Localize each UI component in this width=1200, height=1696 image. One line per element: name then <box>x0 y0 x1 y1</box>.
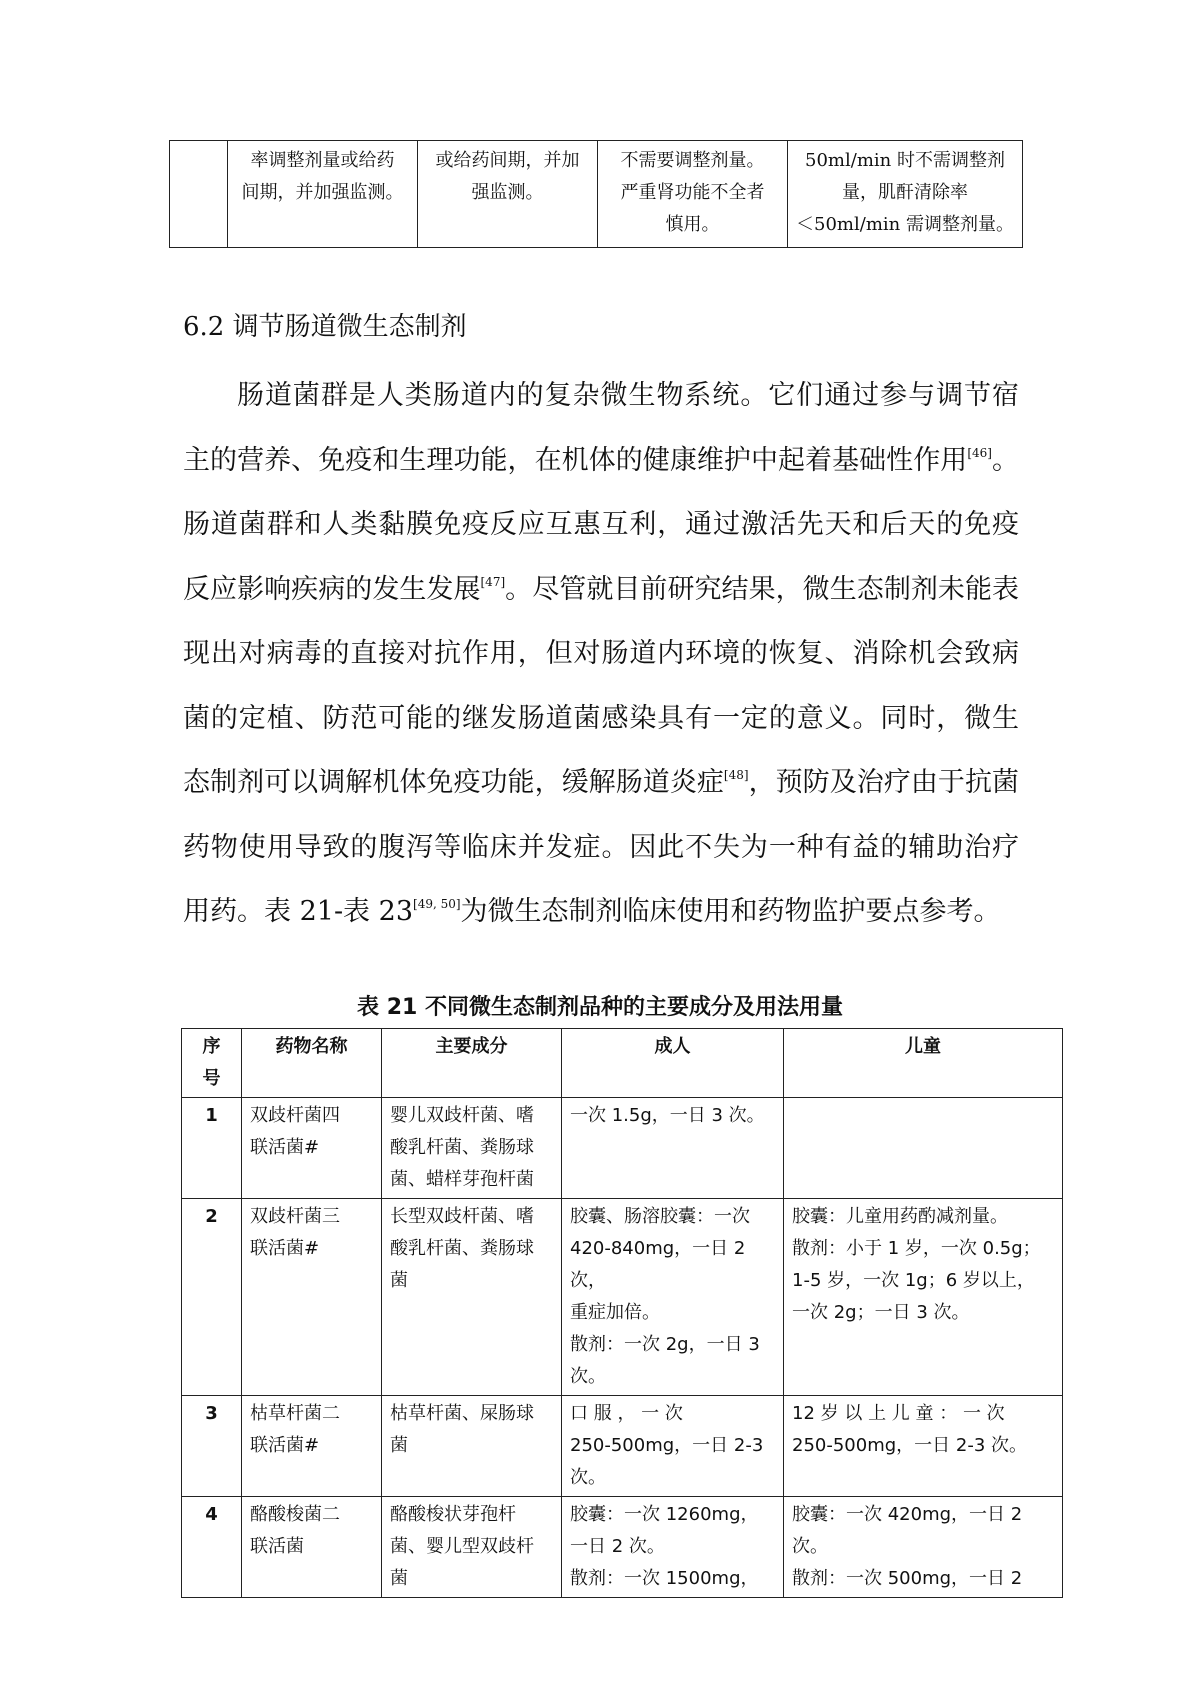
body-paragraph: 肠道菌群是人类肠道内的复杂微生物系统。它们通过参与调节宿主的营养、免疫和生理功能，在机体的健康维护中起着基础性作用[46]。肠道菌群和人类黏膜免疫反应互惠互利，通过激活先天和后天的免疫反应影响疾病的发生发展[47]。尽管就目前研究结果，微生态制剂未能表现出对病毒的直接对抗作用，但对肠道内环境的恢复、消除机会致病菌的定植、防范可能的继发肠道菌感染具有一定的意义。同时，微生态制剂可以调解机体免疫功能，缓解肠道炎症[48]，预防及治疗由于抗菌药物使用导致的腹泻等临床并发症。因此不失为一种有益的辅助治疗用药。表 21-表 23[49, 50]为微生态制剂临床使用和药物监护要点参考。 <box>183 380 1020 927</box>
ingredients: 婴儿双歧杆菌、嗜 酸乳杆菌、粪肠球 菌、蜡样芽孢杆菌 <box>382 1098 562 1199</box>
drug-name: 双歧杆菌四 联活菌# <box>242 1098 382 1199</box>
table-cell: 50ml/min 时不需调整剂 量，肌酐清除率 ＜50ml/min 需调整剂量。 <box>788 141 1023 248</box>
adult-dosage: 口 服 ， 一 次 250-500mg，一日 2-3 次。 <box>562 1396 784 1497</box>
adult-dosage: 胶囊：一次 1260mg， 一日 2 次。 散剂：一次 1500mg， <box>562 1497 784 1598</box>
adult-dosage: 一次 1.5g，一日 3 次。 <box>562 1098 784 1199</box>
table-row <box>182 1098 1063 1199</box>
header-idx: 序 号 <box>182 1029 242 1098</box>
header-child: 儿童 <box>784 1029 1063 1098</box>
header-ingredients: 主要成分 <box>382 1029 562 1098</box>
citation: [48] <box>723 768 749 782</box>
header-adult: 成人 <box>562 1029 784 1098</box>
citation: [49, 50] <box>413 897 461 911</box>
drug-name: 枯草杆菌二 联活菌# <box>242 1396 382 1497</box>
row-index: 4 <box>182 1497 242 1598</box>
table-row <box>182 1396 1063 1497</box>
row-index: 1 <box>182 1098 242 1199</box>
table-cell: 不需要调整剂量。 严重肾功能不全者 慎用。 <box>598 141 788 248</box>
table-cell: 率调整剂量或给药 间期，并加强监测。 <box>228 141 418 248</box>
continued-table <box>169 140 1023 248</box>
child-dosage <box>784 1098 1063 1199</box>
section-heading: 6.2 调节肠道微生态制剂 <box>183 312 467 342</box>
table-cell <box>170 141 228 248</box>
table-row <box>170 141 1023 248</box>
drug-name: 双歧杆菌三 联活菌# <box>242 1199 382 1396</box>
table-row <box>182 1199 1063 1396</box>
row-index: 2 <box>182 1199 242 1396</box>
drug-name: 酪酸梭菌二 联活菌 <box>242 1497 382 1598</box>
citation: [47] <box>480 574 506 589</box>
adult-dosage: 胶囊、肠溶胶囊：一次 420-840mg，一日 2 次， 重症加倍。 散剂：一次 2g，一日 3 次。 <box>562 1199 784 1396</box>
table-cell: 或给药间期，并加 强监测。 <box>418 141 598 248</box>
ingredients: 长型双歧杆菌、嗜 酸乳杆菌、粪肠球 菌 <box>382 1199 562 1396</box>
table-caption: 表 21 不同微生态制剂品种的主要成分及用法用量 <box>357 995 843 1020</box>
row-index: 3 <box>182 1396 242 1497</box>
header-name: 药物名称 <box>242 1029 382 1098</box>
table-header-row <box>182 1029 1063 1098</box>
citation: [46] <box>967 445 992 460</box>
table-row <box>182 1497 1063 1598</box>
child-dosage: 胶囊：一次 420mg，一日 2 次。 散剂：一次 500mg，一日 2 <box>784 1497 1063 1598</box>
child-dosage: 胶囊：儿童用药酌减剂量。 散剂：小于 1 岁，一次 0.5g； 1-5 岁，一次 1g；6 岁以上， 一次 2g；一日 3 次。 <box>784 1199 1063 1396</box>
child-dosage: 12 岁 以 上 儿 童 ： 一 次 250-500mg，一日 2-3 次。 <box>784 1396 1063 1497</box>
probiotics-table <box>181 1028 1063 1598</box>
ingredients: 酪酸梭状芽孢杆 菌、婴儿型双歧杆 菌 <box>382 1497 562 1598</box>
ingredients: 枯草杆菌、屎肠球 菌 <box>382 1396 562 1497</box>
